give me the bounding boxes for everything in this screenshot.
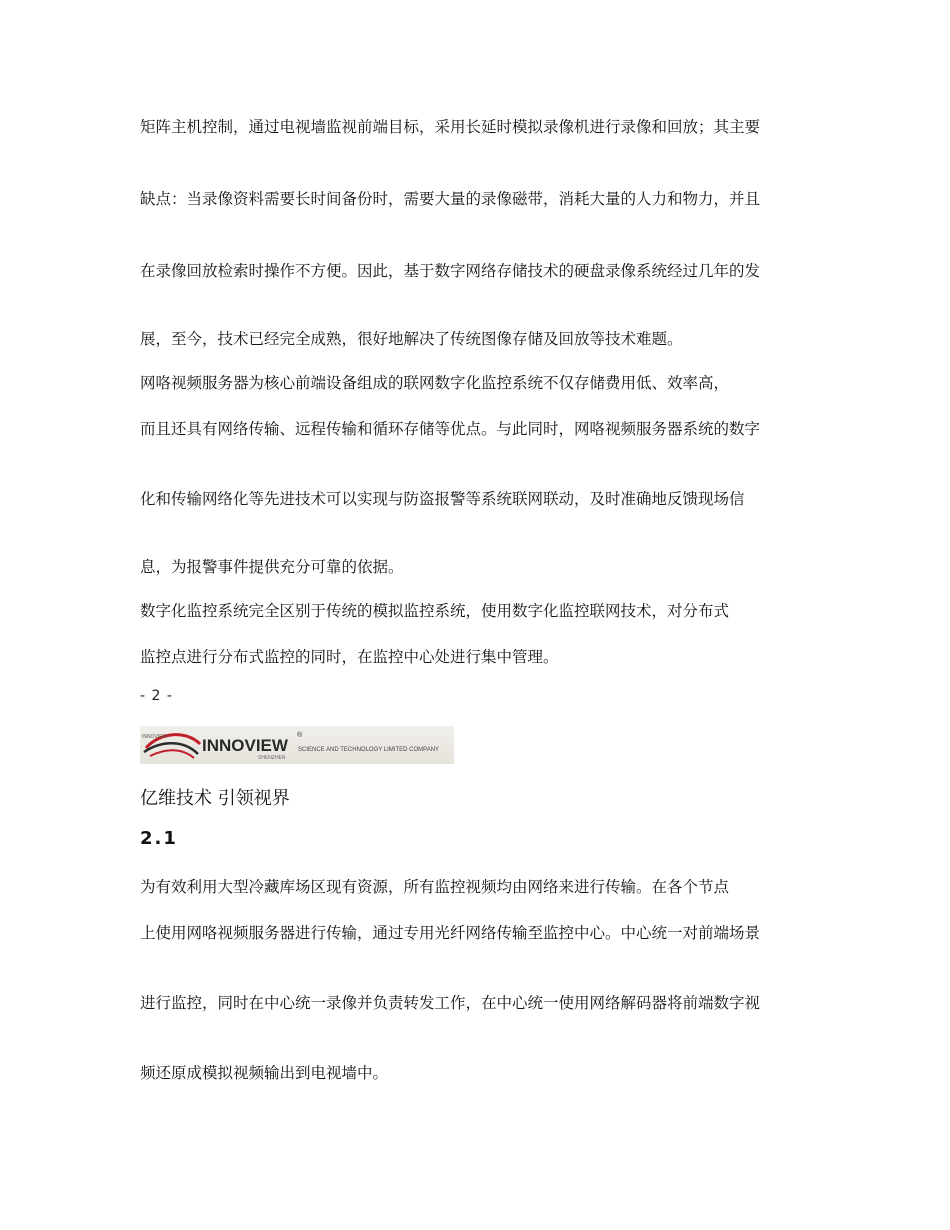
logo-sub-left: INNOVIEW xyxy=(142,734,168,740)
paragraph-14: 频还原成模拟视频输出到电视墙中。 xyxy=(140,1064,389,1082)
logo-swoosh-red-2 xyxy=(150,750,194,758)
logo-brand-text: INNOVIEW xyxy=(202,736,288,755)
paragraph-5: 网咯视频服务器为核心前端设备组成的联网数字化监控系统不仅存储费用低、效率高， xyxy=(140,374,730,392)
paragraph-9: 数字化监控系统完全区别于传统的模拟监控系统，使用数字化监控联网技术，对分布式 xyxy=(140,602,730,620)
paragraph-7: 化和传输网络化等先进技术可以实现与防盗报警等系统联网联动，及时准确地反馈现场信 xyxy=(140,490,745,508)
logo-registered-mark: ® xyxy=(297,732,303,739)
header-slogan: 亿维技术 引领视界 xyxy=(140,788,290,809)
logo-sub-bottom: SHENZHEN xyxy=(258,755,286,761)
paragraph-8: 息，为报警事件提供充分可靠的依据。 xyxy=(140,558,404,576)
paragraph-11: 为有效利用大型冷藏库场区现有资源，所有监控视频均由网络来进行传输。在各个节点 xyxy=(140,878,730,896)
paragraph-12: 上使用网咯视频服务器进行传输，通过专用光纤网络传输至监控中心。中心统一对前端场景 xyxy=(140,924,761,942)
paragraph-13: 进行监控，同时在中心统一录像并负责转发工作，在中心统一使用网络解码器将前端数字视 xyxy=(140,994,761,1012)
section-heading: 2.1 xyxy=(140,828,178,849)
paragraph-3: 在录像回放检索时操作不方便。因此，基于数字网络存储技术的硬盘录像系统经过几年的发 xyxy=(140,262,761,280)
paragraph-1: 矩阵主机控制，通过电视墙监视前端目标，采用长延时模拟录像机进行录像和回放；其主要 xyxy=(140,118,761,136)
innoview-logo-icon xyxy=(140,726,454,764)
logo-tagline: SCIENCE AND TECHNOLOGY LIMITED COMPANY xyxy=(298,747,440,753)
paragraph-4: 展，至今，技术已经完全成熟，很好地解决了传统图像存储及回放等技术难题。 xyxy=(140,330,683,348)
paragraph-6: 而且还具有网络传输、远程传输和循环存储等优点。与此同时，网咯视频服务器系统的数字 xyxy=(140,420,761,438)
page-number: - 2 - xyxy=(140,688,173,704)
paragraph-2: 缺点：当录像资料需要长时间备份时，需要大量的录像磁带，消耗大量的人力和物力，并且 xyxy=(140,190,761,208)
logo-swoosh-dark xyxy=(144,743,198,754)
company-logo xyxy=(140,726,454,764)
paragraph-10: 监控点进行分布式监控的同时，在监控中心处进行集中管理。 xyxy=(140,648,559,666)
